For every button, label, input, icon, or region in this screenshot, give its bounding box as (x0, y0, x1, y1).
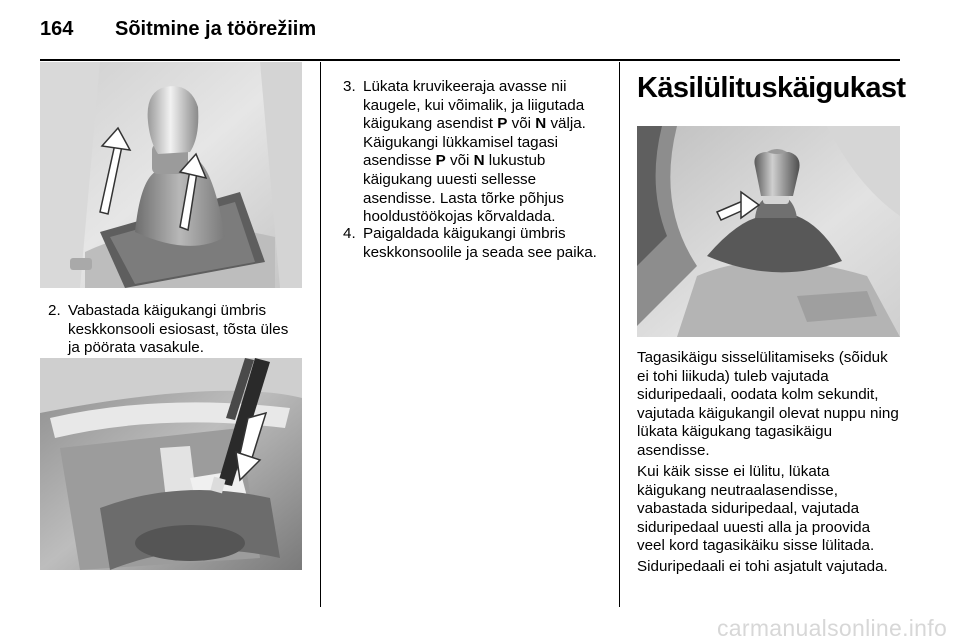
section-title: Käsilülituskäigukast (637, 72, 906, 104)
header-rule (40, 59, 900, 61)
gear-position-n: N (535, 115, 547, 133)
step-text: Vabastada käigukangi ümbris keskkonsooli esiosast, tõsta üles ja pöörata vasakule. (68, 302, 289, 357)
watermark: carmanualsonline.info (717, 615, 948, 641)
screwdriver-release-figure (40, 358, 302, 570)
step-text: Lükata kruvikeeraja avasse nii kaugele, kui võimalik, ja liigutada käigukang asendist P või N välja. Käigukangi lükkamisel tagasi asendisse P või N lukustub käigukang uuesti sellesse asendisse. Lasta tõrke põhjus hooldustöökojas kõrvaldada. (363, 78, 586, 226)
column-divider-left (320, 62, 321, 607)
step-number: 2. (48, 302, 61, 319)
paragraph-gear-not-engaging: Kui käik sisse ei lülitu, lükata käigukang neutraalasendisse, vabastada siduripedaal, vajutada siduripedaal uuesti alla ja proovida veel kord tagasikäiku sisse lülitada. (637, 463, 875, 555)
step-3 (343, 78, 605, 227)
paragraph-reverse-gear: Tagasikäigu sisselülitamiseks (sõiduk ei tohi liikuda) tuleb vajutada siduripedaali, oodata kolm sekundit, vajutada käigukangil olevat nuppu ning lükata käigukang tagasikäigu asendisse. (637, 349, 899, 459)
gear-position-p: P (435, 152, 446, 170)
column-divider-right (619, 62, 620, 607)
gear-position-p: P (497, 115, 508, 133)
paragraph-clutch-warning: Siduripedaali ei tohi asjatult vajutada. (637, 558, 888, 575)
gear-lever-cover-figure (40, 62, 302, 288)
step-number: 3. (343, 78, 356, 95)
step-4 (343, 225, 605, 262)
step-text: Paigaldada käigukangi ümbris keskkonsoolile ja seada see paika. (363, 225, 597, 261)
page-header (40, 18, 900, 58)
step-number: 4. (343, 225, 356, 242)
step-2 (48, 302, 302, 358)
gear-position-n: N (473, 152, 485, 170)
manual-gearbox-figure (637, 126, 900, 337)
page-title: Sõitmine ja töörežiim (115, 18, 317, 40)
page-number: 164 (40, 18, 74, 40)
